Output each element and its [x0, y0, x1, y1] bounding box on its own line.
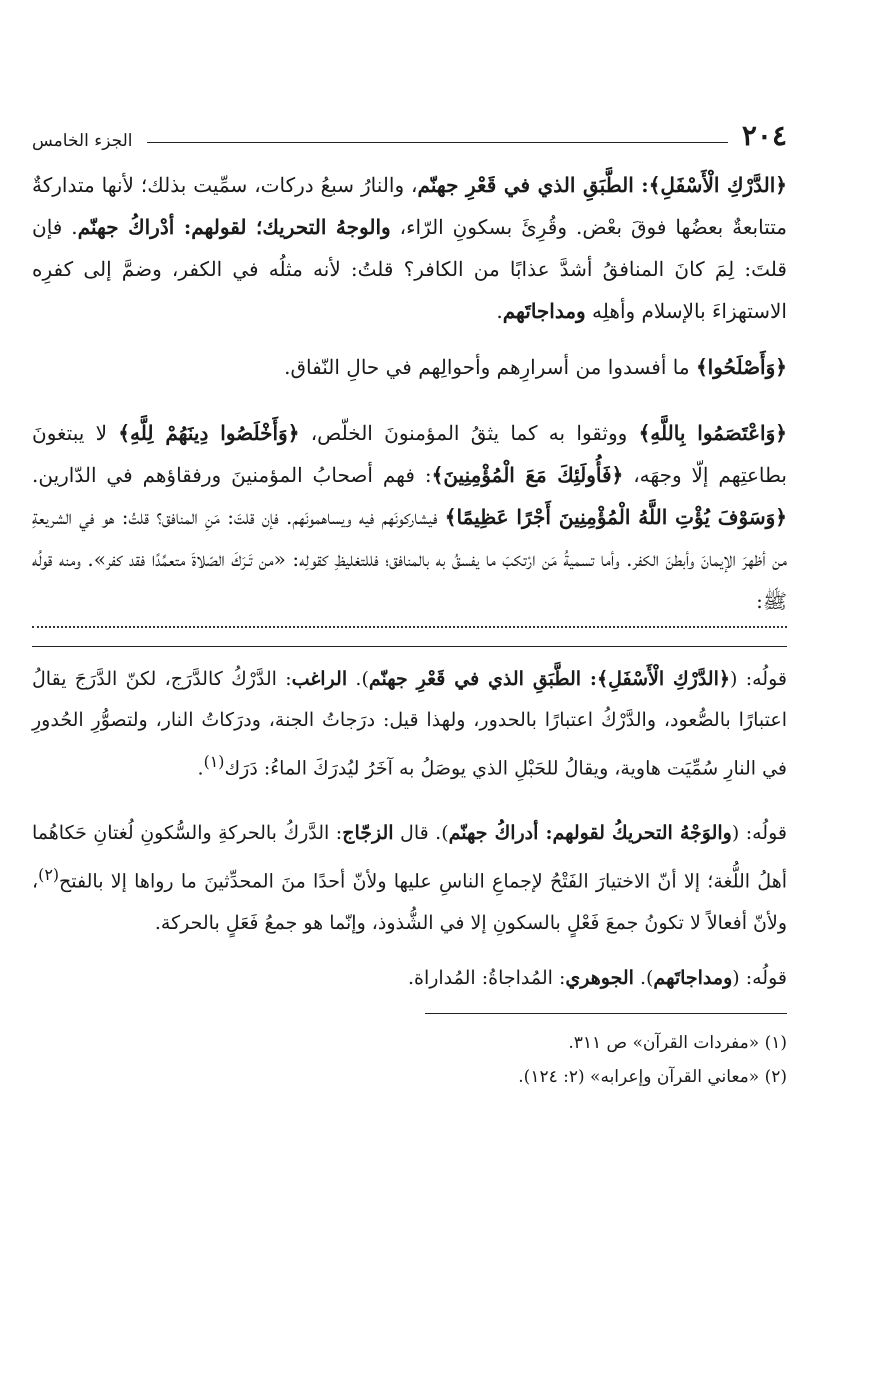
page-number: ٢٠٤: [741, 119, 787, 152]
quran-quote: ﴿وَاعْتَصَمُوا بِاللَّهِ﴾: [638, 421, 787, 445]
footnote-item: [425, 1026, 787, 1060]
paragraph-text: قولُه: (: [732, 966, 787, 989]
commentary-text: [32, 659, 787, 999]
paragraph-text: قولُه: (: [730, 668, 787, 690]
commentary-paragraph: [32, 659, 787, 789]
paragraph-text: لا يبتغونَ بطاعتِهم إلّا وجهَه،: [32, 421, 787, 487]
quran-quote: ﴿وَأَخْلَصُوا دِينَهُمْ لِلَّهِ﴾: [118, 421, 300, 445]
paragraph-text: ، والنارُ سبعُ دركات، سمِّيت بذلك؛ لأنها متداركةٌ متتابعةٌ بعضُها فوقَ بعْض. وقُرِئَ بسكونِ الرّاء،: [32, 173, 787, 239]
footnote-number: (١): [764, 1032, 787, 1053]
paragraph-text: . فإن قلتَ: لِمَ كانَ المنافقُ أشدَّ عذابًا من الكافر؟ قلتُ: لأنه مثلُه في الكفر، وضمَّ إلى كفرِه الاستهزاءَ بالإسلام وأهلِه: [32, 215, 787, 323]
paragraph-text: قولُه: (: [731, 822, 787, 845]
footnote-ref[interactable]: (١): [203, 752, 225, 771]
paragraph-text: ).: [347, 668, 369, 690]
quran-quote: ﴿وَأَصْلَحُوا﴾: [695, 355, 787, 379]
bold-phrase: ومداجاتَهم: [653, 966, 733, 989]
bold-phrase: الزجّاج: [342, 822, 394, 845]
quran-quote: ﴿الدَّرْكِ الْأَسْفَلِ﴾: [648, 173, 787, 197]
paragraph-text: ما أفسدوا من أسرارِهم وأحوالِهم في حالِ النّفاق.: [284, 355, 696, 379]
bold-phrase: والوَجْهُ التحريكُ لقولهم: أدراكُ جهنّم: [448, 822, 732, 845]
tafsir-text: [32, 164, 787, 628]
section-divider: [32, 646, 787, 647]
footnote-text: «معاني القرآن وإعرابه» (٢: ١٢٤).: [518, 1066, 760, 1087]
paragraph-text: : الدَّركُ بالحركةِ والسُّكونِ لُغتانِ حَكاهُما أهلُ اللُّغة؛ إلا أنّ الاختيارَ الفَتْحُ لإجماعِ الناسِ عليها ولأنّ أحدًا منَ المحدِّثينَ ما رواها إلا بالفتح: [32, 822, 787, 893]
commentary-paragraph: [32, 813, 787, 943]
commentary-paragraph: [32, 958, 787, 999]
bold-phrase: : الطَّبَقِ الذي في قَعْرِ جهنّم: [417, 173, 649, 197]
bold-phrase: ومداجاتَهم: [502, 299, 586, 323]
book-page: [32, 100, 787, 1360]
quran-quote: ﴿فَأُولَئِكَ مَعَ الْمُؤْمِنِينَ﴾: [431, 463, 624, 487]
bold-phrase: الراغب: [291, 668, 348, 690]
tafsir-paragraph: [32, 346, 787, 388]
footnote-item: [425, 1060, 787, 1094]
paragraph-text: .: [197, 757, 204, 780]
footnote-ref[interactable]: (٢): [38, 865, 60, 885]
footnotes: [425, 1013, 787, 1094]
paragraph-text: ). قال: [393, 822, 449, 845]
paragraph-text: : الدَّرْكُ كالدَّرَج، لكنّ الدَّرَجَ يقالُ اعتبارًا بالصُّعود، والدَّرْكُ اعتبارًا بالحدور، ولهذا قيل: درَجاتُ الجنة، ودرَكاتُ النار، ولتصوُّرِ الحُدورِ في النارِ سُمِّيَت هاوية، ويقالُ للحَبْلِ الذي يوصَلُ به آخَرُ ليُدرَكَ الماءُ: دَرَك: [32, 668, 787, 780]
running-title: الجزء الخامس: [32, 131, 133, 151]
bold-phrase: ﴿الدَّرْكِ الْأَسْفَلِ﴾: الطَّبَقِ الذي في قَعْرِ جهنّم: [368, 668, 730, 690]
paragraph-text: : المُداجاةُ: المُداراة.: [407, 966, 566, 989]
dotted-continuation: [32, 614, 787, 628]
paragraph-text: فيشاركونَهم فيه ويساهمونَهم. فإن قلتَ: مَنِ المنافق؟ قلتُ: هو في الشريعةِ من أظهرَ الإيمانَ وأبطنَ الكفر. وأما تسميةُ مَن ارْتكبَ ما يفسقُ به بالمنافق؛ فللتغليظِ كقولِه: «من تَـرَكَ الصّلاةَ متعمِّدًا فقد كفر». ومنه قولُه ﷺ:: [32, 505, 788, 613]
paragraph-text: : فهم أصحابُ المؤمنينَ ورفقاؤهم في الدّارين.: [32, 463, 432, 487]
paragraph-text: .: [496, 299, 503, 323]
bold-phrase: الجوهري: [565, 966, 634, 989]
paragraph-text: ووثقوا به كما يثقُ المؤمنونَ الخلّص،: [299, 421, 639, 445]
header-rule: [147, 142, 728, 143]
paragraph-text: ، ولأنّ أفعالاً لا تكونُ جمعَ فَعْلٍ بالسكونِ إلا في الشُّذوذ، وإنّما هو جمعُ فَعَلٍ بالحركة.: [32, 870, 787, 934]
footnote-number: (٢): [764, 1066, 787, 1087]
footnote-text: «مفردات القرآن» ص ٣١١.: [568, 1032, 760, 1053]
tafsir-paragraph: [32, 164, 787, 332]
paragraph-text: ).: [633, 966, 654, 989]
quran-quote: ﴿وَسَوْفَ يُؤْتِ اللَّهُ الْمُؤْمِنِينَ أَجْرًا عَظِيمًا﴾: [444, 505, 787, 529]
page-header: [32, 100, 787, 152]
bold-phrase: والوجهُ التحريك؛ لقولهم: أدْراكُ جهنّم: [77, 215, 391, 239]
tafsir-paragraph: [32, 412, 787, 628]
